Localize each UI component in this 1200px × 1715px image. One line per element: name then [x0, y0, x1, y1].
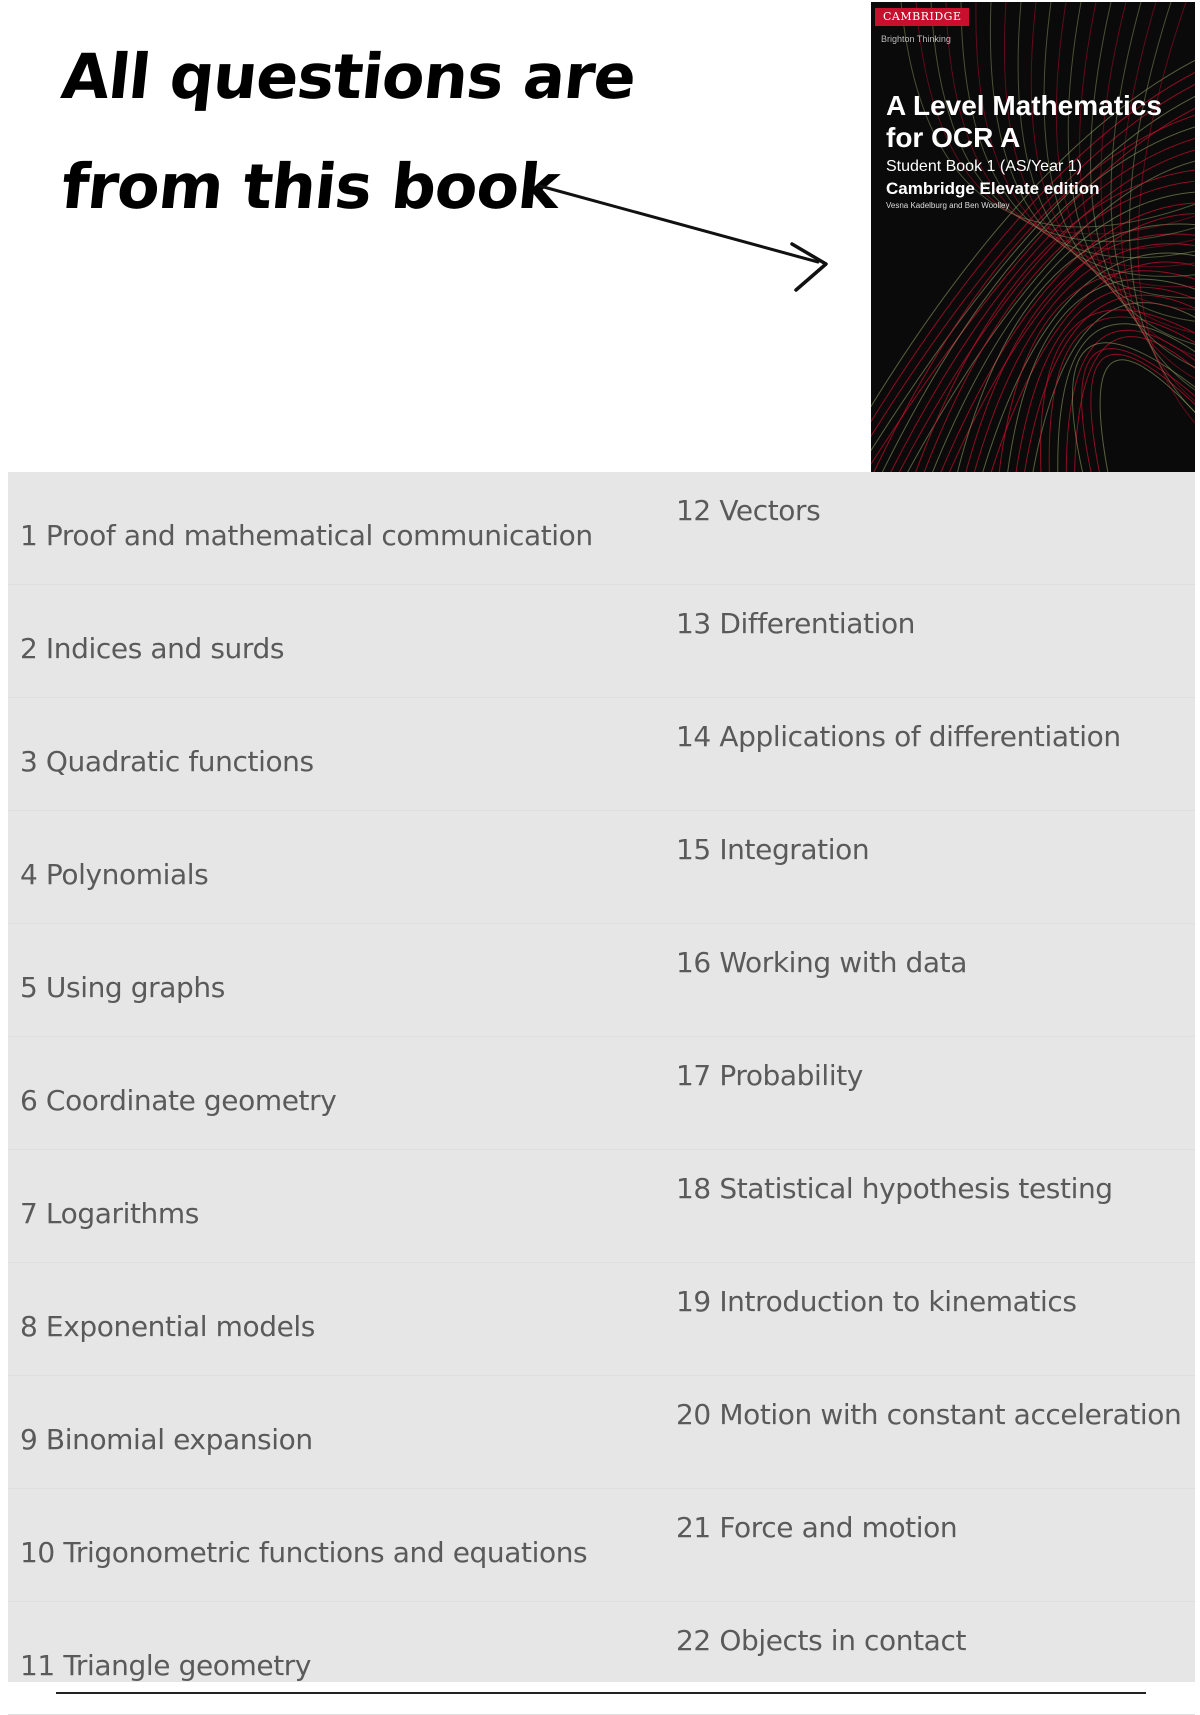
publisher-badge: CAMBRIDGE [875, 8, 969, 26]
cover-line [974, 244, 1195, 474]
contents-column-left [8, 472, 658, 1682]
chapter-item: 22 Objects in contact [658, 1602, 1195, 1715]
book-title: A Level Mathematics for OCR A [886, 90, 1162, 153]
bottom-divider [56, 1692, 1146, 1694]
chapter-item: 12 Vectors [658, 472, 1195, 585]
chapter-item: 15 Integration [658, 811, 1195, 924]
note-line-2: from this book [58, 150, 563, 223]
contents-column-right [658, 472, 1195, 1682]
handwritten-note [58, 30, 842, 290]
note-line-1: All questions are [58, 40, 639, 113]
chapter-item: 3 Quadratic functions [8, 698, 658, 811]
chapter-item: 16 Working with data [658, 924, 1195, 1037]
chapter-item: 5 Using graphs [8, 924, 658, 1037]
book-authors: Vesna Kadelburg and Ben Woolley [886, 201, 1010, 210]
chapter-item: 19 Introduction to kinematics [658, 1263, 1195, 1376]
book-series: Brighton Thinking [881, 34, 951, 44]
book-cover-art [871, 2, 1195, 474]
chapter-item: 2 Indices and surds [8, 585, 658, 698]
book-subtitle: Student Book 1 (AS/Year 1) [886, 158, 1082, 175]
chapter-item: 4 Polynomials [8, 811, 658, 924]
cover-line [1049, 317, 1195, 474]
table-of-contents [8, 472, 1195, 1682]
cover-line [1066, 330, 1195, 474]
book-cover [871, 2, 1195, 474]
chapter-item: 10 Trigonometric functions and equations [8, 1489, 658, 1602]
chapter-item: 9 Binomial expansion [8, 1376, 658, 1489]
book-edition: Cambridge Elevate edition [886, 179, 1100, 198]
chapter-item: 21 Force and motion [658, 1489, 1195, 1602]
chapter-item: 6 Coordinate geometry [8, 1037, 658, 1150]
cover-line [915, 168, 1195, 474]
chapter-item: 8 Exponential models [8, 1263, 658, 1376]
chapter-item: 20 Motion with constant acceleration [658, 1376, 1195, 1489]
chapter-item: 18 Statistical hypothesis testing [658, 1150, 1195, 1263]
cover-line [1091, 354, 1195, 474]
chapter-item: 1 Proof and mathematical communication [8, 472, 658, 585]
chapter-item: 11 Triangle geometry [8, 1602, 658, 1715]
chapter-item: 17 Probability [658, 1037, 1195, 1150]
chapter-item: 13 Differentiation [658, 585, 1195, 698]
chapter-item: 14 Applications of differentiation [658, 698, 1195, 811]
chapter-item: 7 Logarithms [8, 1150, 658, 1263]
